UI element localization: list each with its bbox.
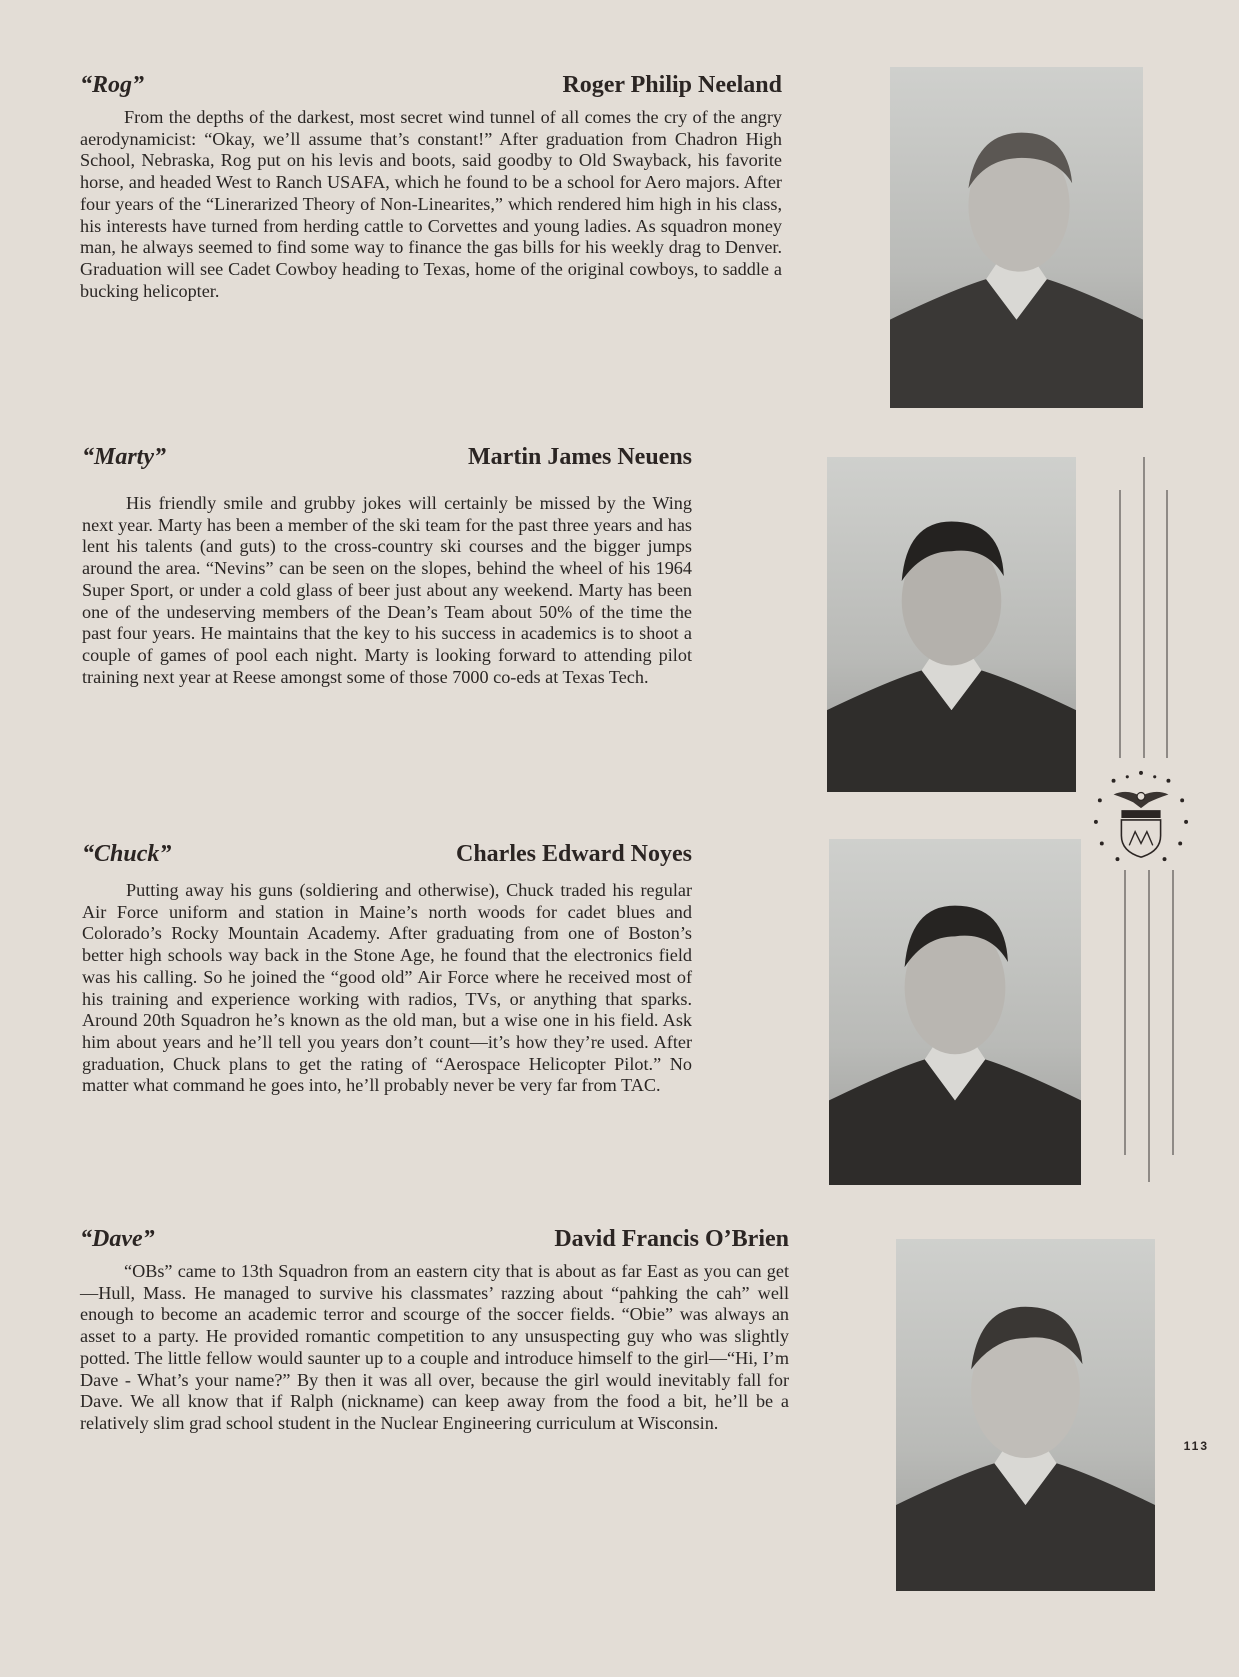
decorative-rule [1166,490,1168,758]
portrait-photo-noyes [829,839,1081,1185]
full-name: David Francis O’Brien [554,1226,789,1252]
entry-obrien [80,1226,789,1435]
nickname: “Chuck” [82,841,172,867]
portrait-photo-icon [829,839,1081,1185]
nickname: “Dave” [80,1226,155,1252]
entry-header [82,444,692,471]
bio-text: From the depths of the darkest, most secret wind tunnel of all comes the cry of the angry aerodynamicist: “Okay, we’ll assume that’s constant!” After graduation from Chadron High School, Nebraska, Rog put on his levis and boots, said goodby to Old Swayback, his favorite horse, and headed West to Ranch USAFA, which he found to be a school for Aero majors. After four years of the “Linerarized Theory of Non-Linearites,” which rendered him high in his class, his interests have turned from herding cattle to Corvettes and young ladies. As squadron money man, he always seemed to find some way to finance the gas bills for his weekly drag to Denver. Graduation will see Cadet Cowboy heading to Texas, home of the original cowboys, to saddle a bucking helicopter. [80,107,782,301]
air-force-academy-crest-icon [1092,766,1190,866]
decorative-rule [1172,870,1174,1155]
nickname: “Rog” [80,72,145,98]
decorative-rule [1148,870,1150,1182]
portrait-photo-icon [827,457,1076,792]
bio-text: “OBs” came to 13th Squadron from an eastern city that is about as far East as you can get—Hull, Mass. He managed to survive his classmates’ razzing about “pahking the cah” well enough to become an academic terror and scourge of the soccer fields. “Obie” was always an asset to a party. He provided romantic competition to any unsuspecting guy who was slightly potted. The little fellow would saunter up to a couple and introduce himself to the girl—“Hi, I’m Dave - What’s your name?” By then it was all over, because the girl would inevitably fall for Dave. We all know that if Ralph (nickname) can keep away from the food a bit, he’ll be a relatively slim grad school student in the Nuclear Engineering curriculum at Wisconsin. [80,1261,789,1433]
portrait-photo-icon [890,67,1143,408]
nickname: “Marty” [82,444,166,470]
entry-header [82,841,692,868]
portrait-photo-neeland [890,67,1143,408]
entry-noyes [82,841,692,1097]
entry-neeland [80,72,782,302]
portrait-photo-neuens [827,457,1076,792]
portrait-photo-obrien [896,1239,1155,1591]
full-name: Charles Edward Noyes [455,841,692,867]
full-name: Roger Philip Neeland [562,72,782,98]
decorative-rule [1143,457,1145,758]
decorative-rule [1119,490,1121,758]
entry-header [80,72,782,99]
bio-text: His friendly smile and grubby jokes will certainly be missed by the Wing next year. Marty has been a member of the ski team for the past three years and has lent his talents (and guts) to the cross-country ski courses and the bigger jumps around the area. “Nevins” can be seen on the slopes, behind the wheel of his 1964 Super Sport, or under a cold glass of beer just about any weekend. Marty has been one of the undeserving members of the Dean’s Team about 50% of the time the past four years. He maintains that the key to his success in academics is to shoot a couple of games of pool each night. Marty is looking forward to attending pilot training next year at Reese amongst some of those 7000 co-eds at Texas Tech. [82,493,692,687]
decorative-rule [1124,870,1126,1155]
full-name: Martin James Neuens [468,444,692,470]
entry-neuens [82,444,692,688]
page-number: 113 [1183,1439,1209,1453]
entry-header [80,1226,789,1253]
bio-text: Putting away his guns (soldiering and otherwise), Chuck traded his regular Air Force uniform and station in Maine’s north woods for cadet blues and Colorado’s Rocky Mountain Academy. After graduating from one of Boston’s better high schools way back in the Stone Age, he found that the electronics field was his calling. So he joined the “good old” Air Force where he received most of his training and experience working with radios, TVs, or anything that sparks. Around 20th Squadron he’s known as the old man, but a wise one in his field. Ask him about years and he’ll tell you years don’t count—it’s how they’re used. After graduation, Chuck plans to get the rating of “Aerospace Helicopter Pilot.” No matter what command he goes into, he’ll probably never be very far from TAC. [82,880,692,1096]
portrait-photo-icon [896,1239,1155,1591]
